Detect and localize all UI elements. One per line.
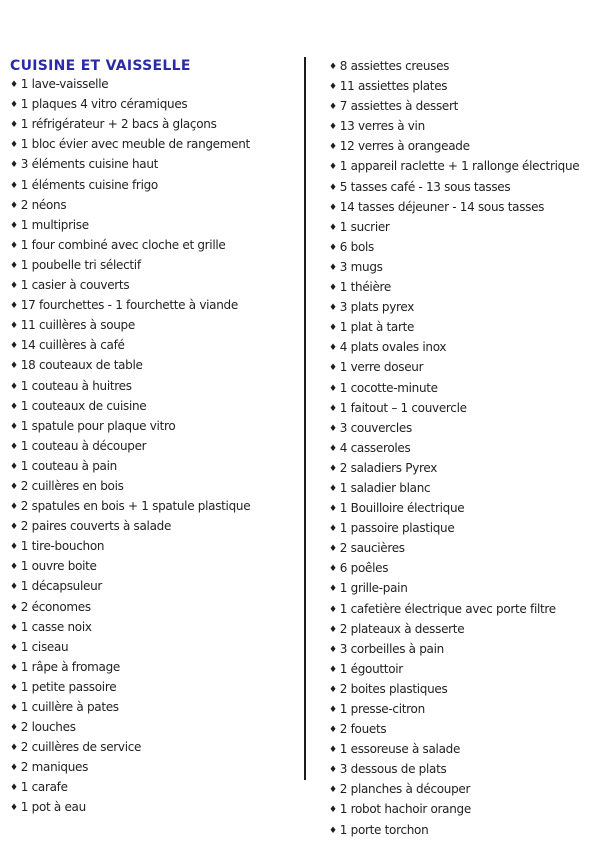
list-item-text: 1 décapsuleur xyxy=(20,579,103,594)
list-item-text: 1 pot à eau xyxy=(20,800,86,815)
list-item xyxy=(329,660,579,680)
list-item-text: 3 dessous de plats xyxy=(339,762,447,777)
list-item xyxy=(329,439,579,459)
list-item-text: 1 cuillère à pates xyxy=(20,700,119,714)
list-item-text: 18 couteaux de table xyxy=(20,358,143,373)
list-item-text: 2 économes xyxy=(20,599,91,614)
diamond-bullet-icon: ♦ xyxy=(10,763,18,774)
diamond-bullet-icon: ♦ xyxy=(10,682,18,693)
diamond-bullet-icon: ♦ xyxy=(10,100,18,111)
list-item-text: 1 robot hachoir orange xyxy=(339,802,471,817)
list-item xyxy=(10,377,250,397)
list-item xyxy=(10,437,250,457)
list-item-text: 1 râpe à fromage xyxy=(20,659,120,674)
list-item xyxy=(329,760,579,780)
list-item-text: 11 assiettes plates xyxy=(339,79,448,94)
list-item xyxy=(329,238,579,258)
list-item xyxy=(329,318,579,338)
list-item-text: 6 bols xyxy=(339,239,374,254)
list-item-text: 3 corbeilles à pain xyxy=(339,641,444,656)
diamond-bullet-icon: ♦ xyxy=(329,403,337,414)
list-item-text: 1 Bouilloire électrique xyxy=(339,501,465,516)
list-item xyxy=(10,537,250,557)
list-item-text: 2 saucières xyxy=(339,541,405,556)
inventory-list-right xyxy=(329,57,579,841)
diamond-bullet-icon: ♦ xyxy=(10,120,18,131)
list-item xyxy=(329,358,579,378)
list-item xyxy=(329,379,579,399)
list-item xyxy=(329,338,579,358)
diamond-bullet-icon: ♦ xyxy=(329,745,337,756)
diamond-bullet-icon: ♦ xyxy=(10,622,18,633)
list-item-text: 1 lave-vaisselle xyxy=(20,77,109,92)
list-item-text: 1 porte torchon xyxy=(339,822,429,837)
list-item xyxy=(329,700,579,720)
list-item-text: 1 couteau à huitres xyxy=(20,378,132,393)
diamond-bullet-icon: ♦ xyxy=(329,805,337,816)
list-item-text: 4 plats ovales inox xyxy=(339,340,447,355)
diamond-bullet-icon: ♦ xyxy=(329,604,337,615)
diamond-bullet-icon: ♦ xyxy=(10,481,18,492)
diamond-bullet-icon: ♦ xyxy=(10,803,18,814)
list-item xyxy=(10,718,250,738)
diamond-bullet-icon: ♦ xyxy=(329,785,337,796)
diamond-bullet-icon: ♦ xyxy=(10,582,18,593)
list-item xyxy=(329,479,579,499)
diamond-bullet-icon: ♦ xyxy=(329,544,337,555)
list-item-text: 1 théière xyxy=(339,280,391,295)
diamond-bullet-icon: ♦ xyxy=(329,82,337,93)
column-divider xyxy=(304,57,306,780)
list-item xyxy=(10,758,250,778)
list-item xyxy=(329,198,579,218)
diamond-bullet-icon: ♦ xyxy=(10,200,18,211)
list-item-text: 1 carafe xyxy=(20,780,68,795)
diamond-bullet-icon: ♦ xyxy=(329,463,337,474)
diamond-bullet-icon: ♦ xyxy=(329,122,337,133)
list-item xyxy=(329,680,579,700)
diamond-bullet-icon: ♦ xyxy=(10,562,18,573)
list-item xyxy=(329,137,579,157)
list-item-text: 14 tasses déjeuner - 14 sous tasses xyxy=(339,199,545,214)
list-item-text: 1 cafetière électrique avec porte filtre xyxy=(339,601,556,616)
diamond-bullet-icon: ♦ xyxy=(10,723,18,734)
diamond-bullet-icon: ♦ xyxy=(329,182,337,193)
diamond-bullet-icon: ♦ xyxy=(329,202,337,213)
list-item-text: 1 plat à tarte xyxy=(339,320,415,335)
list-item-text: 1 presse-citron xyxy=(339,702,425,716)
list-item-text: 2 boites plastiques xyxy=(339,681,448,696)
list-item xyxy=(10,457,250,477)
list-item-text: 2 planches à découper xyxy=(339,782,471,797)
list-item xyxy=(10,236,250,256)
diamond-bullet-icon: ♦ xyxy=(329,504,337,515)
list-item xyxy=(10,618,250,638)
diamond-bullet-icon: ♦ xyxy=(329,725,337,736)
list-item-text: 1 égouttoir xyxy=(339,661,403,676)
list-item xyxy=(10,698,250,718)
diamond-bullet-icon: ♦ xyxy=(329,363,337,374)
diamond-bullet-icon: ♦ xyxy=(10,160,18,171)
list-item xyxy=(10,598,250,618)
list-item-text: 1 multiprise xyxy=(20,217,89,232)
list-item-text: 12 verres à orangeade xyxy=(339,139,470,154)
list-item xyxy=(10,95,250,115)
list-item xyxy=(329,499,579,519)
list-item-text: 1 plaques 4 vitro céramiques xyxy=(20,97,188,112)
diamond-bullet-icon: ♦ xyxy=(10,522,18,533)
diamond-bullet-icon: ♦ xyxy=(10,421,18,432)
list-item-text: 3 plats pyrex xyxy=(339,300,415,315)
diamond-bullet-icon: ♦ xyxy=(329,443,337,454)
list-item xyxy=(10,738,250,758)
list-item-text: 13 verres à vin xyxy=(339,119,425,134)
list-item-text: 3 couvercles xyxy=(339,420,412,435)
list-item xyxy=(10,778,250,798)
diamond-bullet-icon: ♦ xyxy=(10,240,18,251)
list-item xyxy=(10,256,250,276)
diamond-bullet-icon: ♦ xyxy=(10,662,18,673)
diamond-bullet-icon: ♦ xyxy=(329,102,337,113)
list-item-text: 3 mugs xyxy=(339,259,383,274)
diamond-bullet-icon: ♦ xyxy=(10,642,18,653)
list-item xyxy=(10,417,250,437)
list-item xyxy=(329,620,579,640)
diamond-bullet-icon: ♦ xyxy=(329,705,337,715)
list-item-text: 1 poubelle tri sélectif xyxy=(20,257,141,272)
list-item-text: 1 tire-bouchon xyxy=(20,539,105,554)
list-item-text: 1 couteaux de cuisine xyxy=(20,398,147,413)
list-item xyxy=(10,75,250,95)
diamond-bullet-icon: ♦ xyxy=(10,281,18,292)
list-item xyxy=(10,296,250,316)
list-item xyxy=(10,276,250,296)
list-item-text: 1 sucrier xyxy=(339,219,390,234)
list-item-text: 1 grille-pain xyxy=(339,581,408,596)
list-item xyxy=(329,600,579,620)
list-item-text: 2 fouets xyxy=(339,722,387,737)
diamond-bullet-icon: ♦ xyxy=(10,341,18,352)
list-item xyxy=(329,157,579,177)
list-item xyxy=(329,178,579,198)
list-item xyxy=(10,477,250,497)
list-item xyxy=(329,298,579,318)
list-item xyxy=(329,77,579,97)
list-item xyxy=(10,155,250,175)
diamond-bullet-icon: ♦ xyxy=(10,321,18,332)
diamond-bullet-icon: ♦ xyxy=(10,703,18,713)
list-item xyxy=(329,780,579,800)
list-item-text: 11 cuillères à soupe xyxy=(20,318,135,333)
list-item xyxy=(329,117,579,137)
list-item xyxy=(329,278,579,298)
inventory-list-left xyxy=(10,75,250,818)
diamond-bullet-icon: ♦ xyxy=(329,684,337,695)
list-item-text: 1 saladier blanc xyxy=(339,480,431,495)
diamond-bullet-icon: ♦ xyxy=(10,180,18,191)
list-item-text: 17 fourchettes - 1 fourchette à viande xyxy=(20,298,238,313)
list-item-text: 2 spatules en bois + 1 spatule plastique xyxy=(20,499,251,514)
list-item-text: 2 plateaux à desserte xyxy=(339,621,465,636)
list-item-text: 8 assiettes creuses xyxy=(339,59,450,73)
list-item xyxy=(329,419,579,439)
diamond-bullet-icon: ♦ xyxy=(329,222,337,233)
list-item xyxy=(329,559,579,579)
list-item xyxy=(329,800,579,820)
list-item-text: 1 couteau à pain xyxy=(20,458,117,473)
diamond-bullet-icon: ♦ xyxy=(329,584,337,595)
diamond-bullet-icon: ♦ xyxy=(329,564,337,575)
list-item-text: 1 casse noix xyxy=(20,619,92,634)
diamond-bullet-icon: ♦ xyxy=(329,62,337,72)
list-item xyxy=(10,356,250,376)
list-item xyxy=(10,196,250,216)
diamond-bullet-icon: ♦ xyxy=(329,765,337,776)
list-item-text: 6 poêles xyxy=(339,561,389,576)
list-item xyxy=(10,176,250,196)
list-item xyxy=(329,459,579,479)
list-item xyxy=(329,519,579,539)
list-item xyxy=(10,557,250,577)
diamond-bullet-icon: ♦ xyxy=(10,401,18,412)
diamond-bullet-icon: ♦ xyxy=(10,602,18,613)
list-item xyxy=(10,316,250,336)
list-item-text: 3 éléments cuisine haut xyxy=(20,157,159,172)
diamond-bullet-icon: ♦ xyxy=(329,483,337,494)
diamond-bullet-icon: ♦ xyxy=(10,220,18,231)
list-item-text: 1 petite passoire xyxy=(20,679,117,694)
list-item-text: 2 néons xyxy=(20,197,67,212)
list-item xyxy=(10,216,250,236)
diamond-bullet-icon: ♦ xyxy=(329,162,337,173)
list-item xyxy=(10,658,250,678)
list-item xyxy=(10,517,250,537)
list-item-text: 1 spatule pour plaque vitro xyxy=(20,418,176,433)
list-item xyxy=(10,397,250,417)
diamond-bullet-icon: ♦ xyxy=(10,461,18,472)
list-item-text: 1 faitout – 1 couvercle xyxy=(339,400,467,415)
diamond-bullet-icon: ♦ xyxy=(10,542,18,553)
diamond-bullet-icon: ♦ xyxy=(329,644,337,655)
list-item-text: 1 cocotte-minute xyxy=(339,380,438,395)
list-item xyxy=(10,638,250,658)
list-item xyxy=(329,399,579,419)
diamond-bullet-icon: ♦ xyxy=(10,301,18,312)
list-item-text: 2 maniques xyxy=(20,760,89,775)
list-item-text: 2 saladiers Pyrex xyxy=(339,460,438,475)
right-column xyxy=(329,57,579,841)
list-item xyxy=(10,115,250,135)
list-item xyxy=(10,497,250,517)
list-item xyxy=(329,218,579,238)
list-item xyxy=(329,57,579,77)
left-column xyxy=(10,57,250,819)
list-item xyxy=(329,640,579,660)
page-title: CUISINE ET VAISSELLE xyxy=(10,58,191,74)
diamond-bullet-icon: ♦ xyxy=(10,140,18,151)
diamond-bullet-icon: ♦ xyxy=(329,825,337,836)
list-item xyxy=(329,258,579,278)
list-item xyxy=(329,740,579,760)
list-item xyxy=(10,336,250,356)
list-item-text: 2 paires couverts à salade xyxy=(20,519,172,534)
diamond-bullet-icon: ♦ xyxy=(10,361,18,372)
list-item xyxy=(329,720,579,740)
diamond-bullet-icon: ♦ xyxy=(329,262,337,273)
list-item xyxy=(329,539,579,559)
diamond-bullet-icon: ♦ xyxy=(329,524,337,535)
diamond-bullet-icon: ♦ xyxy=(329,323,337,334)
diamond-bullet-icon: ♦ xyxy=(329,624,337,635)
list-item-text: 1 verre doseur xyxy=(339,360,424,375)
list-item-text: 1 bloc évier avec meuble de rangement xyxy=(20,137,250,152)
diamond-bullet-icon: ♦ xyxy=(10,743,18,754)
diamond-bullet-icon: ♦ xyxy=(10,783,18,794)
list-item-text: 2 louches xyxy=(20,720,76,735)
list-item xyxy=(329,821,579,841)
list-item-text: 1 four combiné avec cloche et grille xyxy=(20,237,226,252)
list-item-text: 1 passoire plastique xyxy=(339,521,455,536)
diamond-bullet-icon: ♦ xyxy=(329,303,337,314)
list-item xyxy=(10,798,250,818)
diamond-bullet-icon: ♦ xyxy=(329,242,337,253)
diamond-bullet-icon: ♦ xyxy=(10,260,18,271)
diamond-bullet-icon: ♦ xyxy=(329,343,337,354)
list-item xyxy=(10,577,250,597)
diamond-bullet-icon: ♦ xyxy=(10,381,18,392)
list-item-text: 2 cuillères de service xyxy=(20,740,142,755)
diamond-bullet-icon: ♦ xyxy=(329,283,337,294)
list-item-text: 1 appareil raclette + 1 rallonge électrique xyxy=(339,159,580,174)
list-item-text: 1 réfrigérateur + 2 bacs à glaçons xyxy=(20,117,217,132)
diamond-bullet-icon: ♦ xyxy=(329,423,337,434)
list-item-text: 1 ouvre boite xyxy=(20,559,97,574)
list-item xyxy=(10,135,250,155)
list-item-text: 1 essoreuse à salade xyxy=(339,742,461,757)
diamond-bullet-icon: ♦ xyxy=(10,441,18,452)
diamond-bullet-icon: ♦ xyxy=(329,664,337,675)
list-item-text: 1 éléments cuisine frigo xyxy=(20,177,158,192)
list-item-text: 7 assiettes à dessert xyxy=(339,99,459,114)
list-item-text: 1 couteau à découper xyxy=(20,438,147,453)
list-item-text: 2 cuillères en bois xyxy=(20,478,124,493)
list-item-text: 4 casseroles xyxy=(339,440,411,455)
list-item-text: 1 casier à couverts xyxy=(20,278,130,293)
list-item-text: 5 tasses café - 13 sous tasses xyxy=(339,179,511,194)
list-item-text: 1 ciseau xyxy=(20,639,69,654)
list-item xyxy=(10,678,250,698)
list-item xyxy=(329,97,579,117)
diamond-bullet-icon: ♦ xyxy=(329,142,337,153)
diamond-bullet-icon: ♦ xyxy=(10,80,18,91)
diamond-bullet-icon: ♦ xyxy=(10,502,18,513)
list-item-text: 14 cuillères à café xyxy=(20,338,125,353)
list-item xyxy=(329,579,579,599)
diamond-bullet-icon: ♦ xyxy=(329,383,337,394)
